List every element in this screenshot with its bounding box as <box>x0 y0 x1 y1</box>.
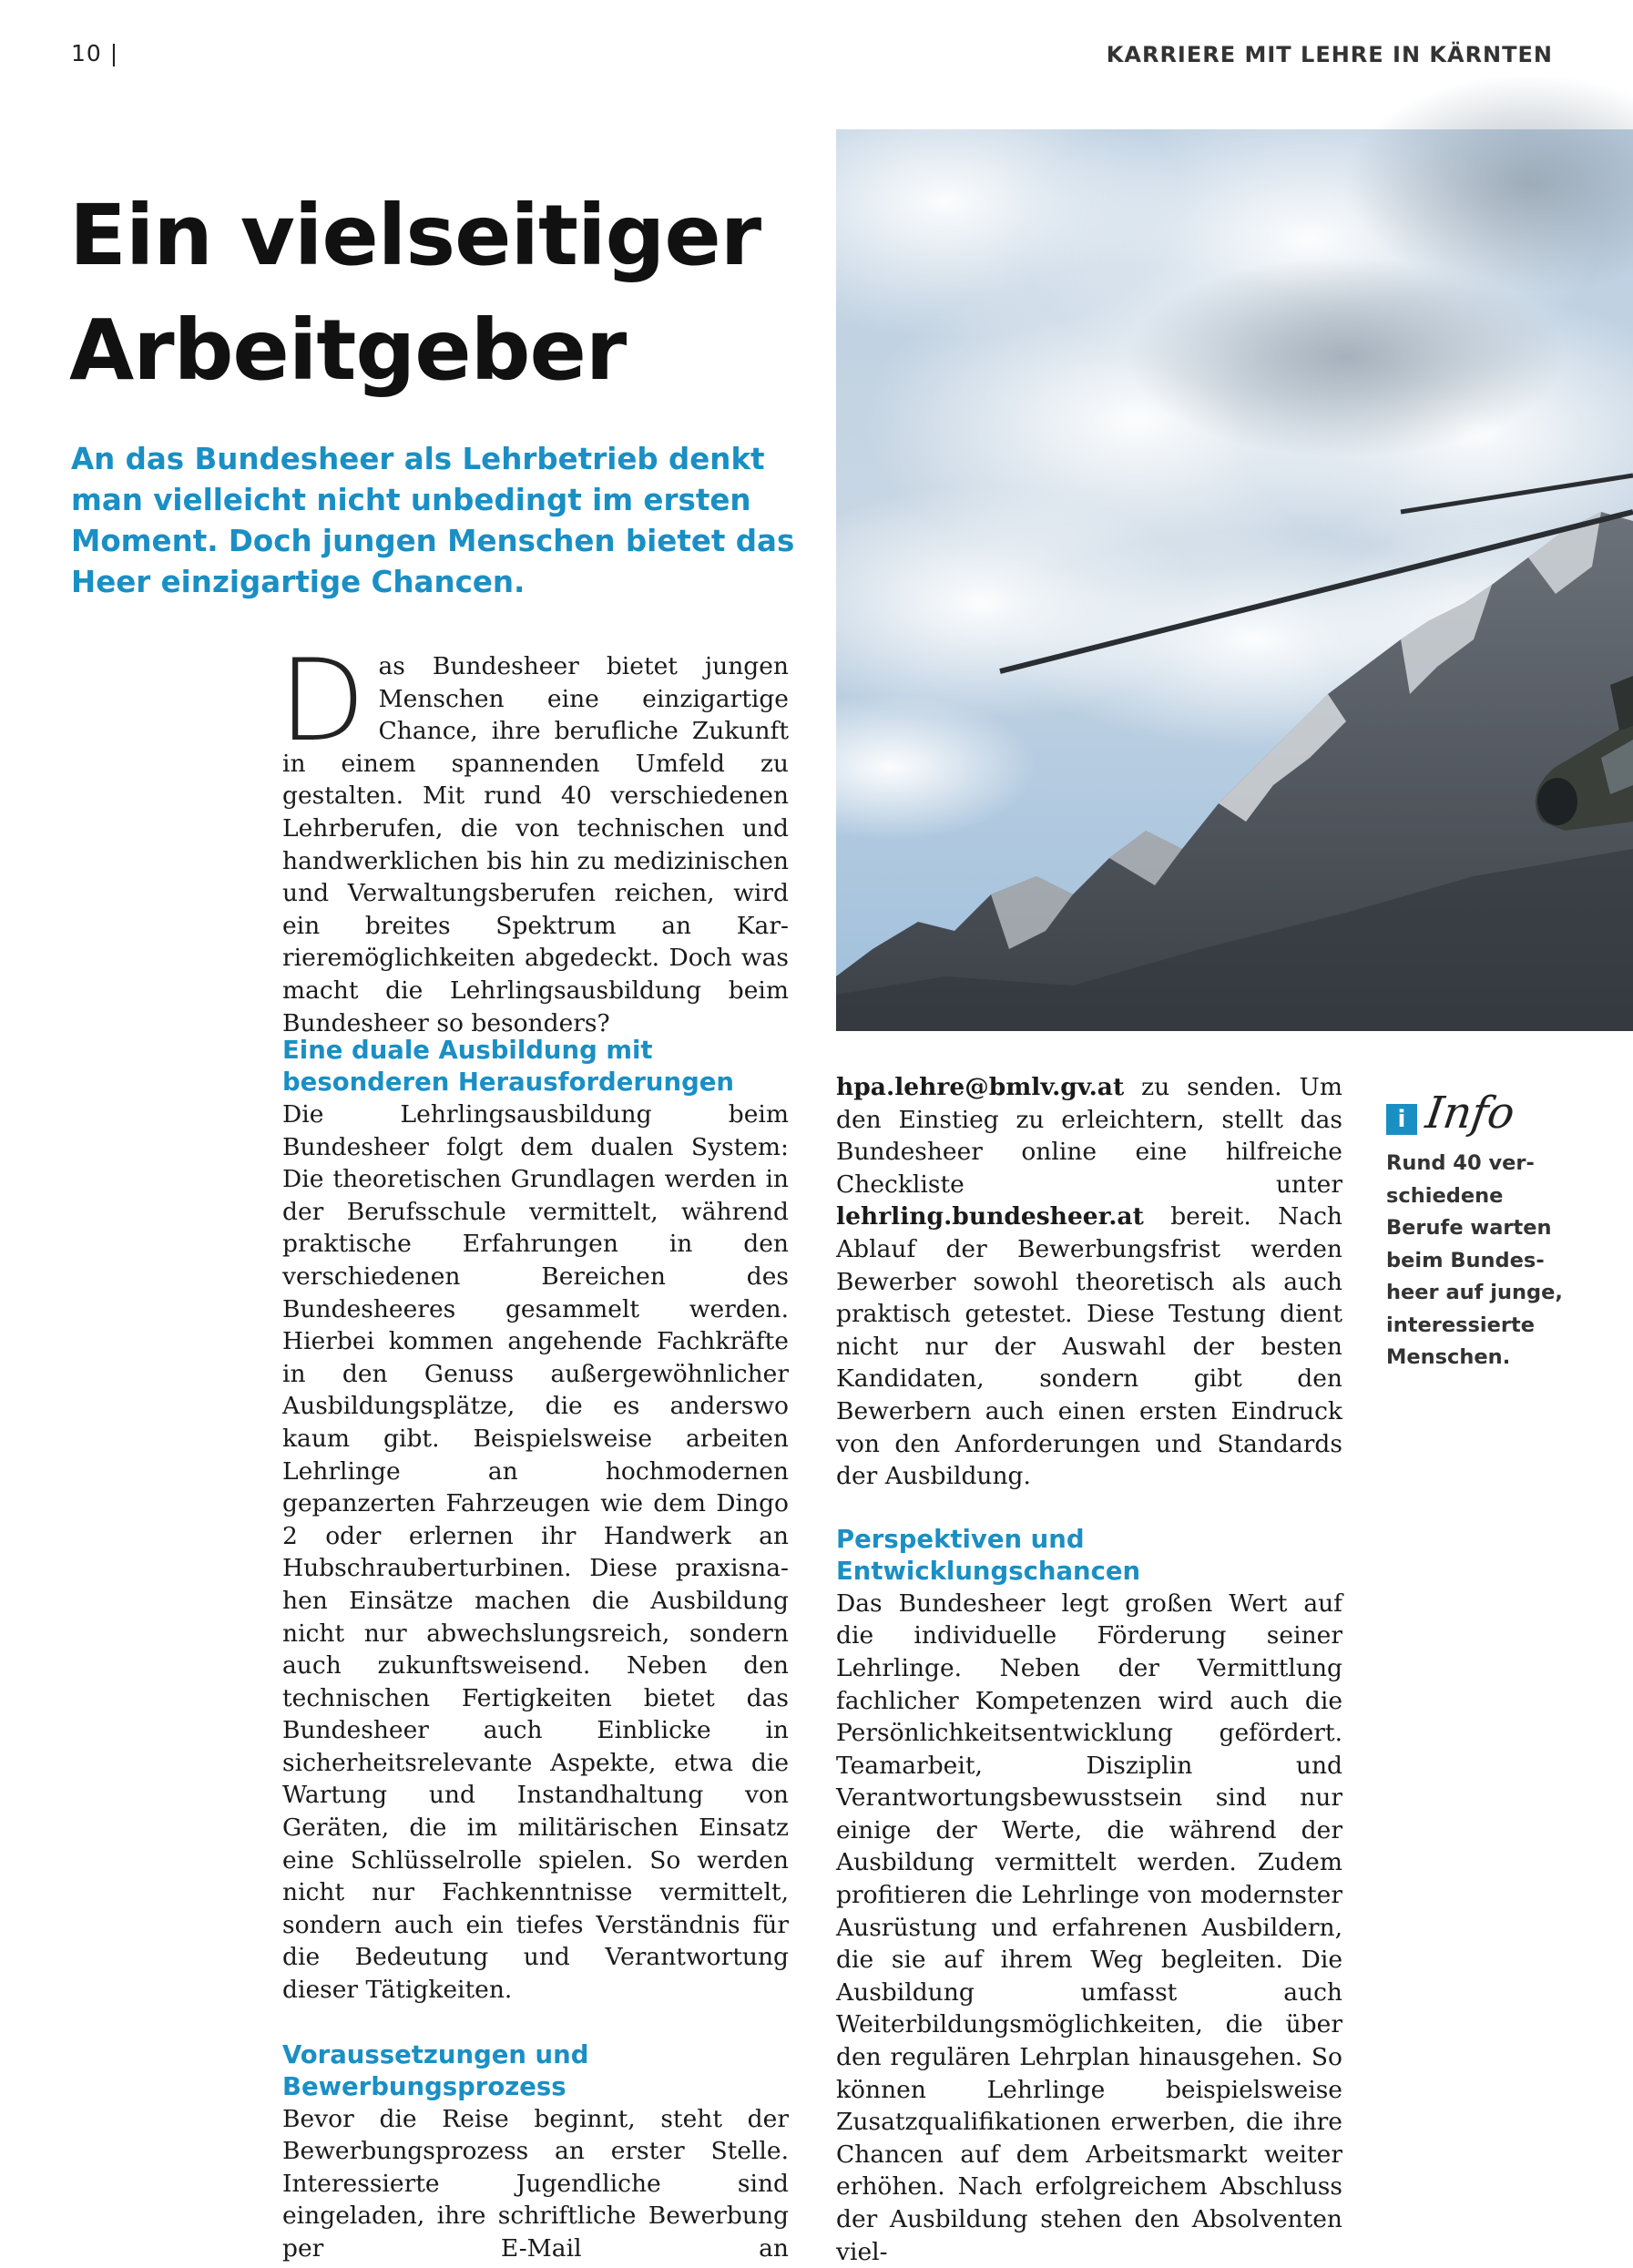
info-icon: i <box>1386 1104 1417 1135</box>
info-text: Rund 40 verschiedene Berufe warten beim Bundesheer auf junge, interessierte Menschen. <box>1386 1151 1563 1369</box>
headline-line-1: Ein vielseitiger <box>62 179 781 293</box>
page-number: 10 | <box>71 40 119 66</box>
section-heading-line: Voraussetzungen und <box>282 2039 589 2069</box>
running-head: KARRIERE MIT LEHRE IN KÄRNTEN <box>1106 42 1553 67</box>
section-text-perspektiven: Das Bundesheer legt großen Wert auf die individuelle Förderung seiner Lehrlinge. Neben der Vermittlung fachlicher Kompetenzen wird auch die Persönlichkeitsentwicklung gefördert. Teamarbeit, Disziplin und Verantwortungsbewusstsein sind nur einige der Werte, die während der Ausbildung vermittelt werden. Zudem profitieren die Lehrlinge von modernster Ausrüstung und erfahrenen Ausbildern, die sie auf ihrem Weg begleiten. Die Ausbildung umfasst auch Weiterbildungsmöglichkeiten, die über den regulären Lehrplan hinausgehen. So können Lehrlinge beispielsweise Zusatzqualifikationen erwerben, die ihre Chancen auf dem Arbeitsmarkt weiter erhöhen. Nach erfolgreichem Abschluss der Ausbildung stehen den Absolventen viel- <box>836 1589 1342 2266</box>
section-text-duale-ausbildung: Die Lehrlingsausbildung beim Bundesheer folgt dem dualen System: Die theoretischen Grundlagen werden in der Berufsschule vermittelt, während praktische Erfahrungen in den verschiedenen Bereichen des Bundesheeres gesammelt werden. Hierbei kommen angehende Fachkräfte in den Genuss außergewöhnlicher Ausbildungsplätze, die es anderswo kaum gibt. Beispielsweise arbeiten Lehrlinge an hochmodernen gepanzerten Fahrzeugen wie dem Dingo 2 oder erlernen ihr Handwerk an Hubschrauberturbinen. Diese praxisnahen Einsätze machen die Ausbildung nicht nur abwechslungsreich, sondern auch zukunftsweisend. Neben den technischen Fertigkeiten bietet das Bundesheer auch Einblicke in sicherheitsrelevante Aspekte, etwa die Wartung und Instandhaltung von Geräten, die im militärischen Einsatz eine Schlüsselrolle spielen. So werden nicht nur Fachkenntnisse vermittelt, sondern auch ein tiefes Verständnis für die Bedeutung und Verantwortung dieser Tätigkeiten. <box>282 1100 789 2005</box>
info-box-header <box>1386 1084 1582 1139</box>
column-middle <box>836 1071 1342 2268</box>
drop-cap: D <box>279 636 366 767</box>
headline <box>62 179 781 408</box>
bewerbung-text: zu senden. Um den Einstieg zu erleichtern, stellt das Bundesheer online eine hilfreiche Checkliste unter <box>836 1073 1342 1199</box>
section-heading-voraussetzungen <box>282 2039 789 2103</box>
website-link[interactable]: lehrling.bundesheer.at <box>836 1202 1144 1231</box>
lede: An das Bundesheer als Lehrbetrieb denkt man vielleicht nicht unbedingt im ersten Moment. Doch jungen Menschen bietet das Heer einzigartige Chancen. <box>71 442 795 599</box>
section-heading-line: Bewerbungsprozess <box>282 2071 566 2101</box>
bewerbung-text: bereit. Nach Ablauf der Bewerbungsfrist werden Bewerber sowohl theoretisch als auch praktisch getestet. Diese Testung dient nicht nur der Auswahl der besten Kandidaten, sondern gibt den Bewerbern auch einen ersten Eindruck von den Anforderungen und Standards der Ausbildung. <box>836 1202 1342 1491</box>
section-text-voraussetzungen: Bevor die Reise beginnt, steht der Bewerbungsprozess an erster Stelle. Interessierte Jugendliche sind eingeladen, ihre schriftliche Bewerbung per E-Mail an <box>282 2104 789 2263</box>
section-text-bewerbung-continued <box>836 1071 1342 1493</box>
intro-paragraph <box>279 636 789 1039</box>
section-heading-line: Eine duale Ausbildung mit <box>282 1036 653 1065</box>
hero-photo-helicopter-mountains <box>836 129 1633 1031</box>
section-heading-line: Perspektiven und <box>836 1524 1085 1554</box>
column-left <box>282 1035 789 2265</box>
section-heading-duale-ausbildung <box>282 1035 789 1098</box>
section-heading-line: besonderen Herausforderungen <box>282 1068 734 1097</box>
email-address-link[interactable]: hpa.lehre@bmlv.gv.at <box>836 1073 1125 1101</box>
info-label: Info <box>1423 1088 1518 1139</box>
intro-text: as Bundesheer bietet jungen Menschen eine einzigartige Chance, ihre berufliche Zukunft in einem spannenden Umfeld zu gestalten. Mit rund 40 verschiedenen Lehrberufen, die von technischen und handwerklichen bis hin zu medizinischen und Verwaltungsberufen reichen, wird ein breites Spektrum an Karrieremöglichkeiten abgedeckt. Doch was macht die Lehrlingsausbildung beim Bundesheer so besonders? <box>282 652 789 1037</box>
info-box <box>1386 1084 1582 1374</box>
helicopter-mountain-illustration <box>836 129 1633 1031</box>
headline-line-2: Arbeitgeber <box>62 293 646 408</box>
section-heading-line: Entwicklungschancen <box>836 1556 1141 1586</box>
section-heading-perspektiven <box>836 1524 1342 1588</box>
